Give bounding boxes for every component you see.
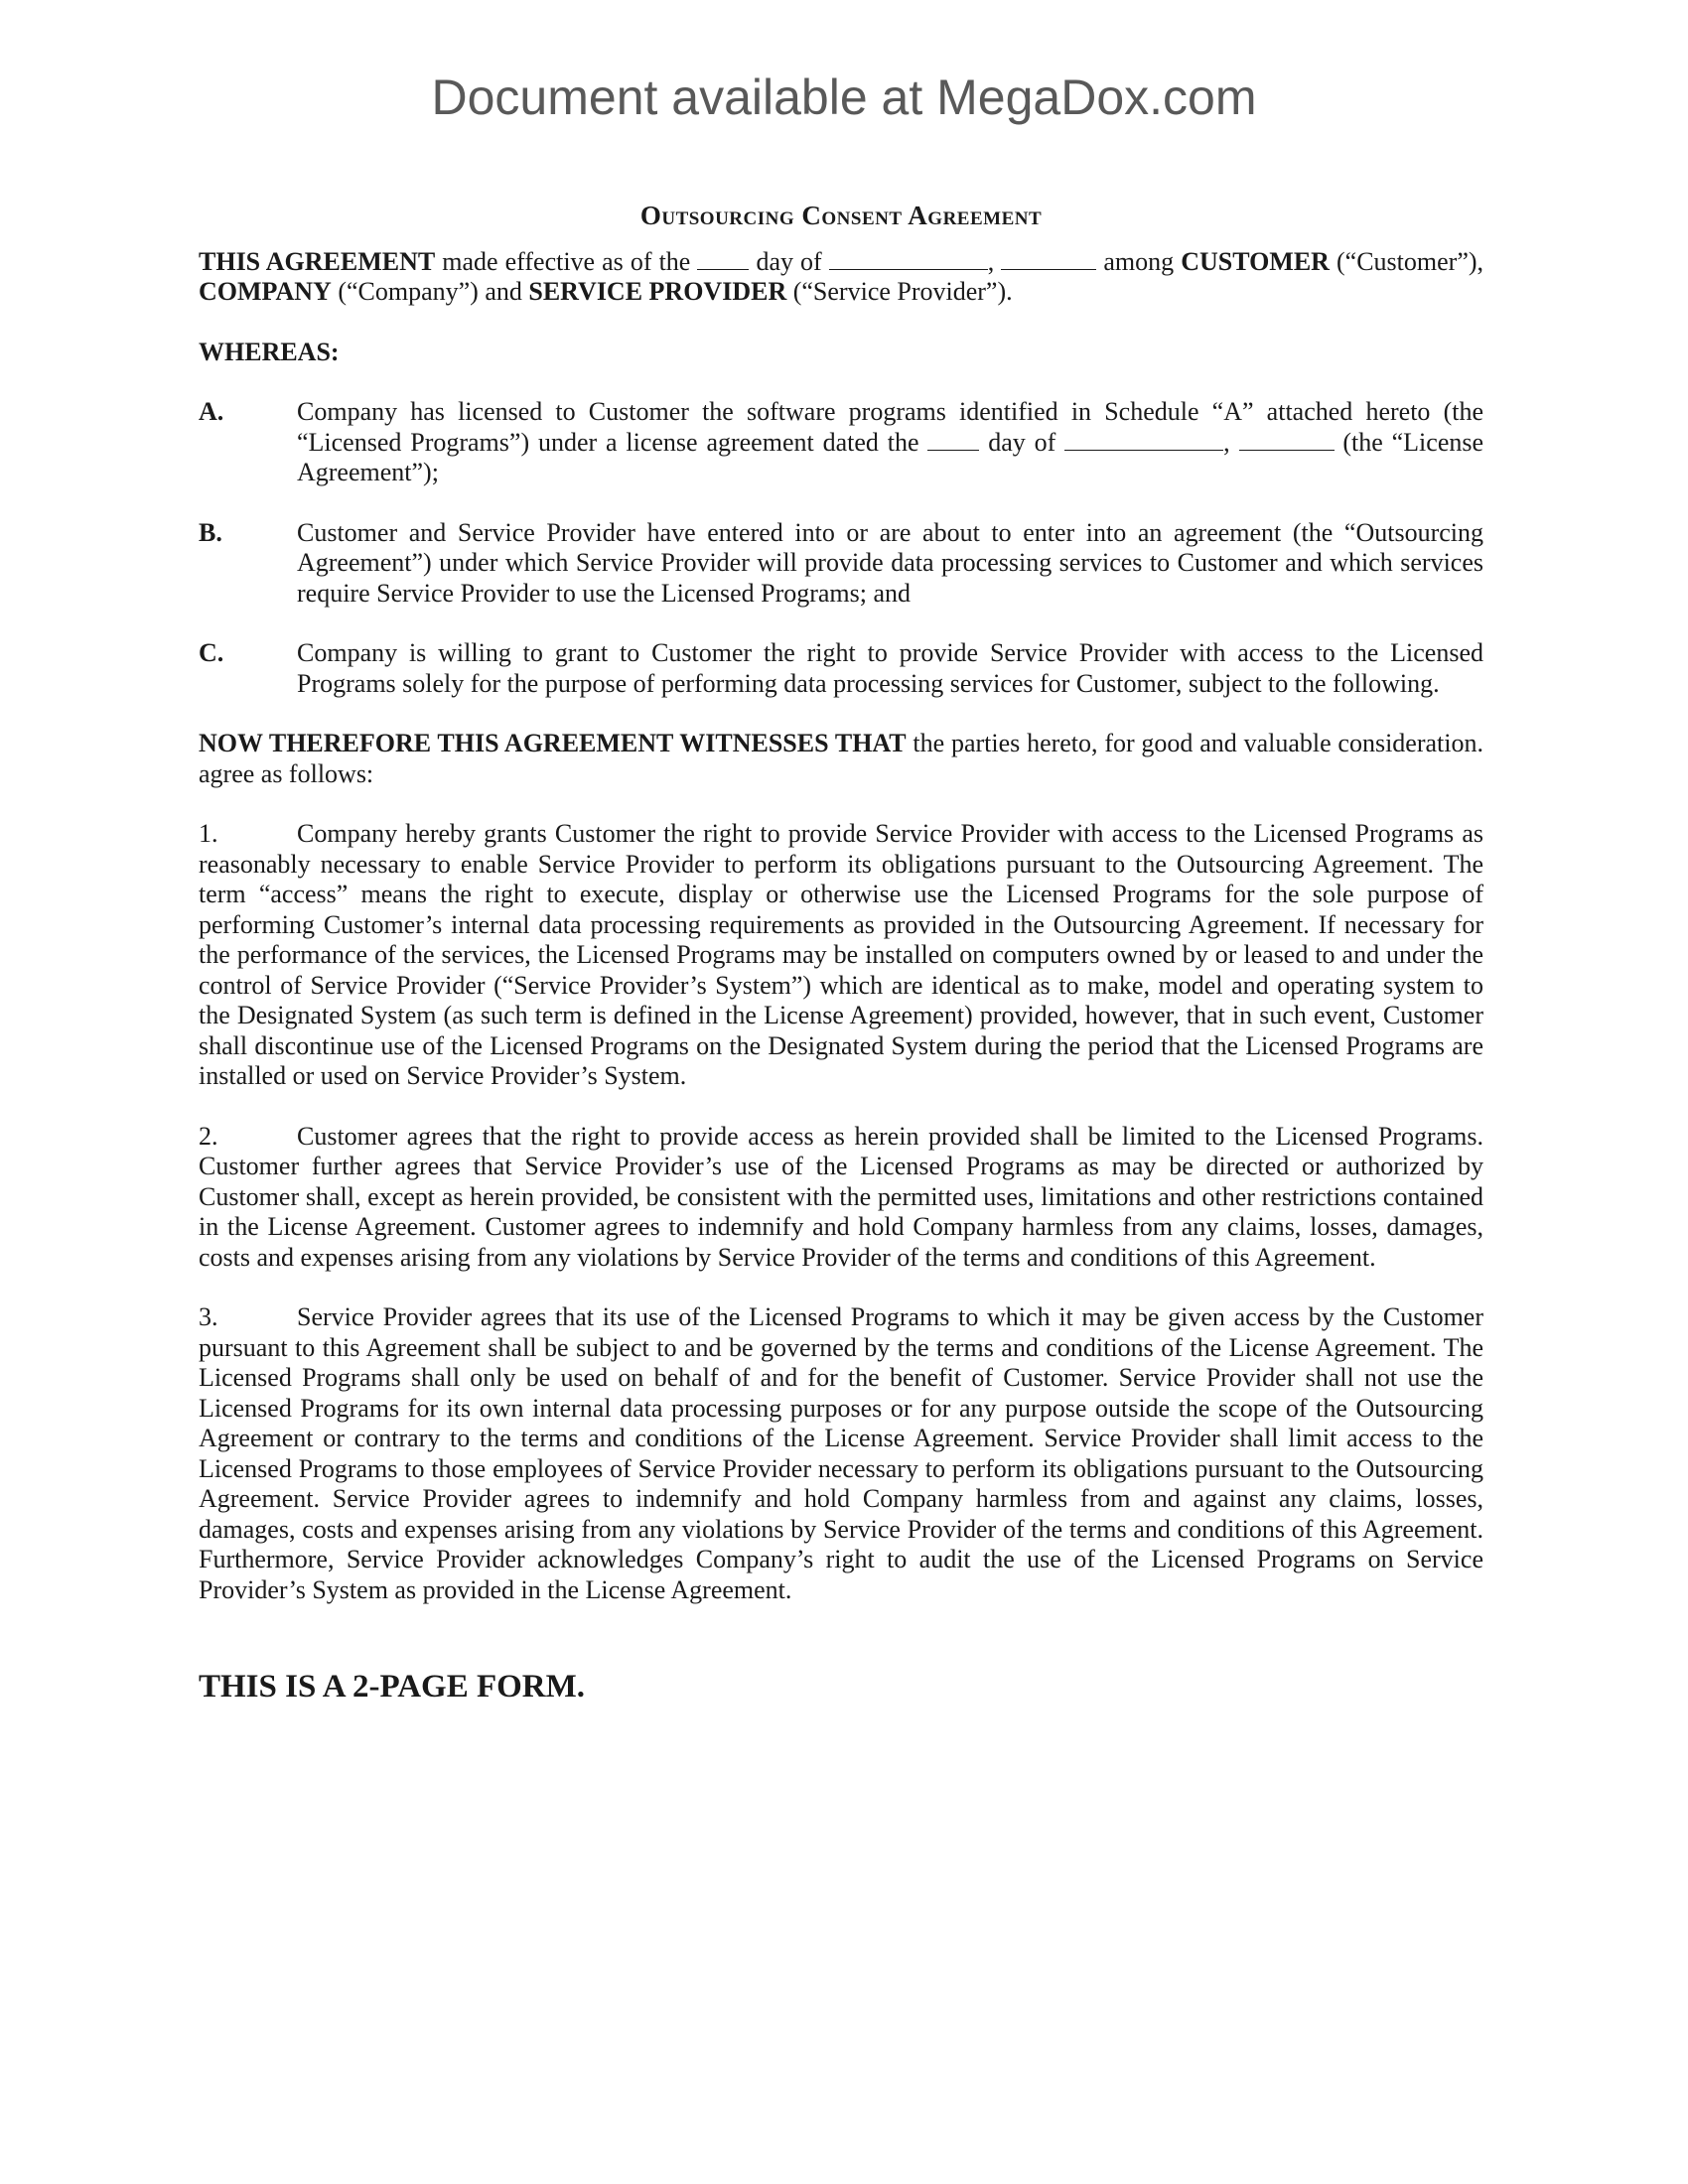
clause-text: Service Provider agrees that its use of the Licensed Programs to which it may be given access by the Customer pursuant to this Agreement shall be subject to and be governed by the terms and conditions of the License Agreement. The Licensed Programs shall only be used on behalf of and for the benefit of Customer. Service Provider shall not use the Licensed Programs for its own internal data processing purposes or for any purpose outside the scope of the Outsourcing Agreement or contrary to the terms and conditions of the License Agreement. Service Provider shall limit access to the Licensed Programs to those employees of Service Provider necessary to perform its obligations pursuant to the Outsourcing Agreement. Service Provider agrees to indemnify and hold Company harmless from and against any claims, losses, damages, costs and expenses arising from any violations by Service Provider of the terms and conditions of this Agreement. Furthermore, Service Provider acknowledges Company’s right to audit the use of the Licensed Programs on Service Provider’s System as provided in the License Agreement.	[199, 1302, 1483, 1604]
clause-number: 1.	[199, 819, 218, 848]
intro-text-2: day of	[749, 246, 829, 276]
clause-number: 3.	[199, 1302, 218, 1331]
blank-license-day	[927, 432, 979, 451]
recital-text: Company is willing to grant to Customer the right to provide Service Provider with access to the Licensed Programs solely for the purpose of performing data processing services for Customer, subject to the following.	[297, 638, 1483, 698]
party-customer: CUSTOMER	[1181, 246, 1330, 276]
recital-c	[199, 638, 1483, 699]
recital-letter: C.	[199, 638, 224, 667]
recital-letter: A.	[199, 397, 224, 426]
recital-b	[199, 518, 1483, 610]
intro-text-7: (“Service Provider”).	[786, 277, 1013, 306]
clause-3	[199, 1302, 1483, 1605]
intro-text-3: ,	[987, 246, 1002, 276]
recital-text: Customer and Service Provider have entered into or are about to enter into an agreement (the “Outsourcing Agreement”) under which Service Provider will provide data processing services to Customer and which services require Service Provider to use the Licensed Programs; and	[297, 517, 1483, 608]
recital-text	[297, 397, 1483, 488]
recital-letter: B.	[199, 517, 222, 547]
title-text: Outsourcing Consent Agreement	[639, 201, 1043, 230]
document-title	[199, 201, 1483, 231]
whereas-heading: WHEREAS:	[199, 337, 340, 366]
clause-1	[199, 819, 1483, 1092]
recital-a-text-1: Company has licensed to Customer the software programs identified in Schedule “A” attached hereto (the “Licensed Programs”) under a license agreement dated the	[297, 397, 1483, 457]
megadox-banner: Document available at MegaDox.com	[431, 69, 1257, 125]
party-service-provider: SERVICE PROVIDER	[528, 277, 787, 306]
document-body	[199, 201, 1483, 1706]
intro-text-4: among	[1096, 246, 1182, 276]
blank-effective-month	[829, 251, 988, 270]
intro-text-6: (“Company”) and	[331, 277, 529, 306]
clause-number: 2.	[199, 1121, 218, 1151]
now-therefore-text: the parties hereto, for good and valuable consideration. agree as follows:	[199, 729, 1483, 788]
recital-a	[199, 397, 1483, 488]
page-form-note: THIS IS A 2-PAGE FORM.	[199, 1669, 586, 1705]
now-therefore-paragraph	[199, 729, 1483, 789]
blank-license-year	[1239, 432, 1335, 451]
recital-a-text-2: day of	[979, 427, 1065, 457]
blank-effective-year	[1001, 251, 1096, 270]
recital-a-text-4: (the “License Agreement”);	[297, 427, 1484, 486]
recital-a-text-3: ,	[1223, 427, 1239, 457]
intro-text-1: made effective as of the	[435, 246, 698, 276]
blank-effective-day	[697, 251, 749, 270]
now-therefore-lead: NOW THEREFORE THIS AGREEMENT WITNESSES THAT	[199, 729, 907, 757]
intro-paragraph	[199, 247, 1483, 308]
blank-license-month	[1064, 432, 1223, 451]
intro-text-5: (“Customer”),	[1329, 246, 1484, 276]
clause-text: Company hereby grants Customer the right to provide Service Provider with access to the Licensed Programs as reasonably necessary to enable Service Provider to perform its obligations pursuant to the Outsourcing Agreement. The term “access” means the right to execute, display or otherwise use the Licensed Programs for the sole purpose of performing Customer’s internal data processing requirements as provided in the Outsourcing Agreement. If necessary for the performance of the services, the Licensed Programs may be installed on computers owned by or leased to and under the control of Service Provider (“Service Provider’s System”) which are identical as to make, model and operating system to the Designated System (as such term is defined in the License Agreement) provided, however, that in such event, Customer shall discontinue use of the Licensed Programs on the Designated System during the period that the Licensed Programs are installed or used on Service Provider’s System.	[199, 819, 1483, 1090]
party-company: COMPANY	[199, 277, 332, 306]
clause-text: Customer agrees that the right to provide access as herein provided shall be limited to the Licensed Programs. Customer further agrees that Service Provider’s use of the Licensed Programs as may be directed or authorized by Customer shall, except as herein provided, be consistent with the permitted uses, limitations and other restrictions contained in the License Agreement. Customer agrees to indemnify and hold Company harmless from any claims, losses, damages, costs and expenses arising from any violations by Service Provider of the terms and conditions of this Agreement.	[199, 1121, 1483, 1272]
intro-lead: THIS AGREEMENT	[199, 246, 436, 276]
clause-2	[199, 1122, 1483, 1274]
